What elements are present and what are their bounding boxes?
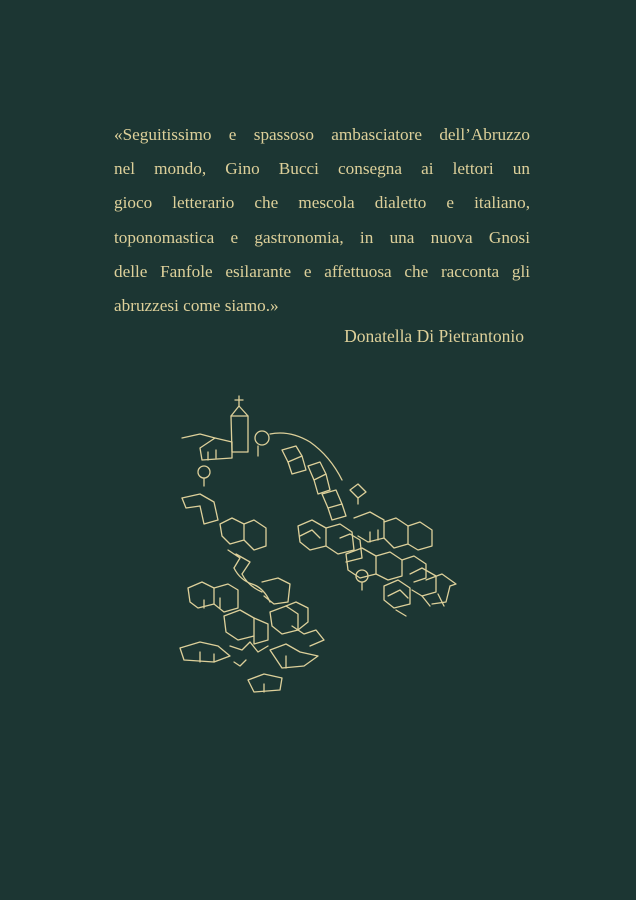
village-houses-upper: [198, 431, 366, 520]
quote-line: abruzzesi come siamo.»: [114, 296, 279, 316]
quote-line: nel mondo, Gino Bucci consegna ai lettori un: [114, 159, 530, 179]
village-sketch-illustration: [170, 390, 470, 700]
quote-line: delle Fanfole esilarante e affettuosa che racconta gli: [114, 261, 530, 281]
quote-line: gioco letterario che mescola dialetto e italiano,: [114, 193, 530, 213]
church-icon: [182, 396, 248, 460]
quote-author: Donatella Di Pietrantonio: [344, 326, 524, 346]
blurb-quote: [114, 118, 530, 323]
quote-line: «Seguitissimo e spassoso ambasciatore dell’Abruzzo: [114, 125, 530, 144]
quote-line: toponomastica e gastronomia, in una nuova Gnosi: [114, 227, 530, 247]
village-houses-right: [298, 512, 456, 616]
